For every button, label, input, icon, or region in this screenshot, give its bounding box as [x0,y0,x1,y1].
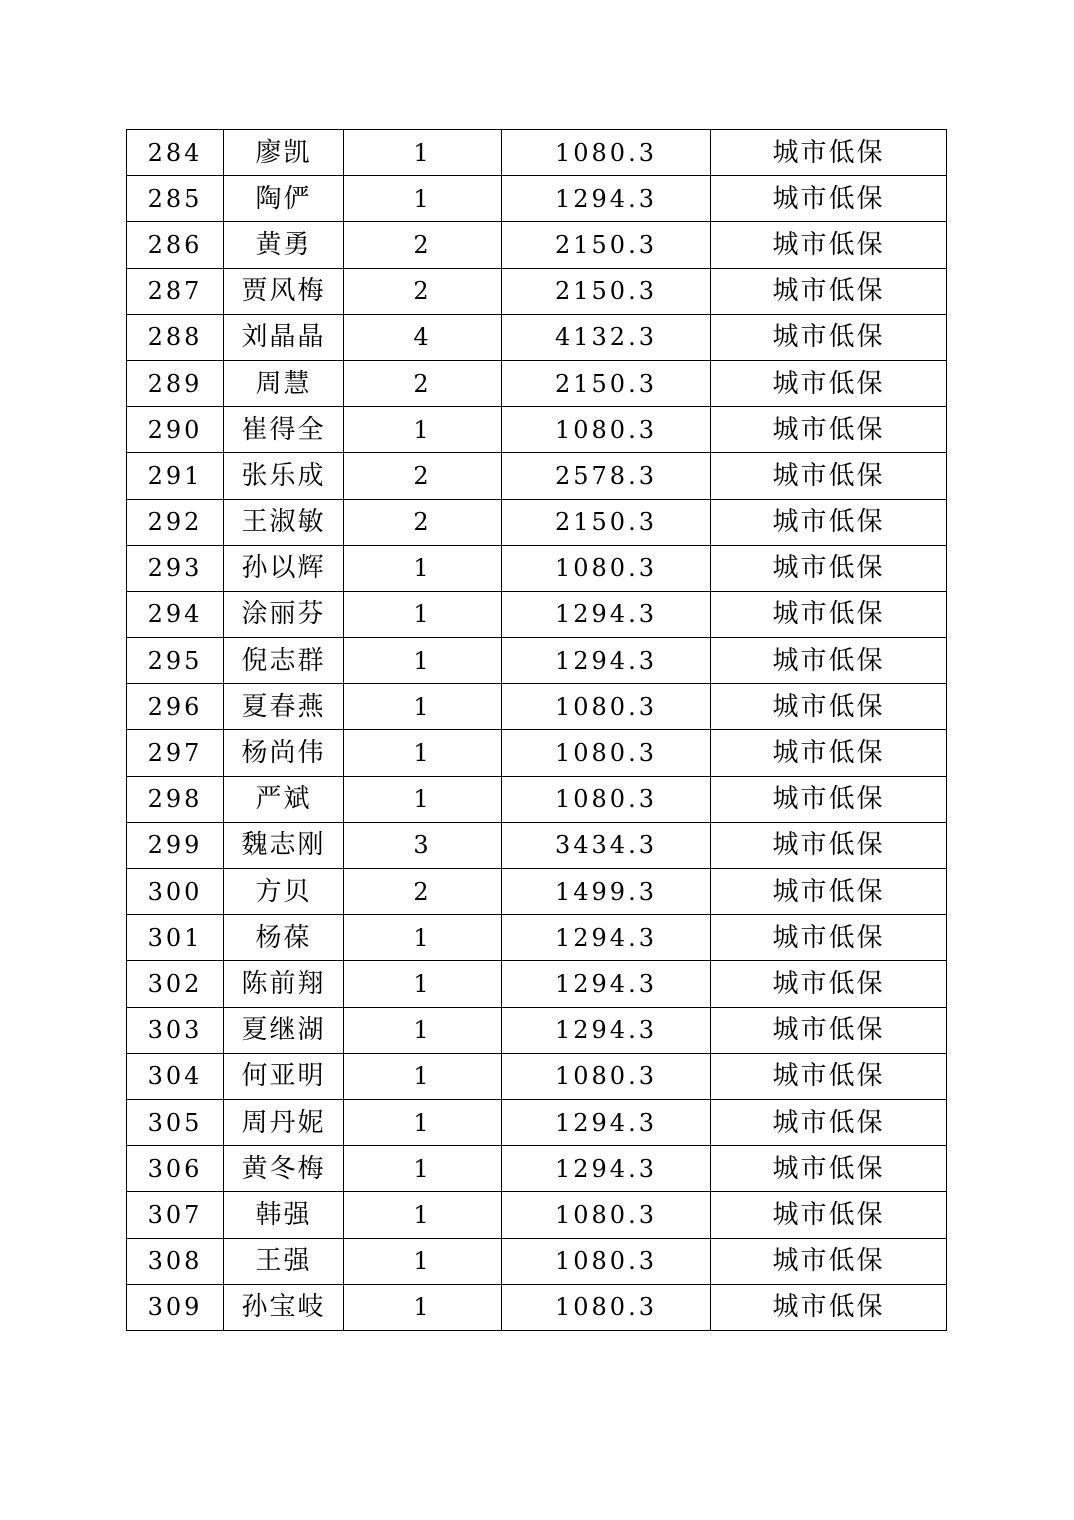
row-number-cell: 309 [127,1284,224,1330]
table-row [127,407,947,453]
name-cell: 夏继湖 [224,1007,344,1053]
amount-cell: 1294.3 [502,1099,711,1145]
amount-cell: 2150.3 [502,499,711,545]
assistance-type-cell: 城市低保 [711,730,947,776]
assistance-type-cell: 城市低保 [711,453,947,499]
household-size-cell: 1 [344,915,502,961]
name-cell: 严斌 [224,776,344,822]
row-number-cell: 287 [127,268,224,314]
row-number-cell: 303 [127,1007,224,1053]
name-cell: 魏志刚 [224,822,344,868]
household-size-cell: 1 [344,684,502,730]
household-size-cell: 2 [344,869,502,915]
table-row [127,222,947,268]
assistance-type-cell: 城市低保 [711,1284,947,1330]
household-size-cell: 1 [344,638,502,684]
household-size-cell: 2 [344,499,502,545]
household-size-cell: 2 [344,453,502,499]
amount-cell: 1080.3 [502,545,711,591]
amount-cell: 1294.3 [502,176,711,222]
row-number-cell: 295 [127,638,224,684]
record-table [126,129,947,1331]
name-cell: 陈前翔 [224,961,344,1007]
table-row [127,1238,947,1284]
amount-cell: 2150.3 [502,268,711,314]
amount-cell: 1080.3 [502,1192,711,1238]
table-row [127,1053,947,1099]
assistance-type-cell: 城市低保 [711,1146,947,1192]
name-cell: 何亚明 [224,1053,344,1099]
assistance-type-cell: 城市低保 [711,1238,947,1284]
table-row [127,499,947,545]
row-number-cell: 291 [127,453,224,499]
household-size-cell: 4 [344,314,502,360]
assistance-type-cell: 城市低保 [711,222,947,268]
row-number-cell: 301 [127,915,224,961]
table-row [127,314,947,360]
assistance-type-cell: 城市低保 [711,915,947,961]
row-number-cell: 296 [127,684,224,730]
row-number-cell: 294 [127,591,224,637]
amount-cell: 1294.3 [502,1146,711,1192]
household-size-cell: 2 [344,222,502,268]
assistance-type-cell: 城市低保 [711,1099,947,1145]
table-row [127,1192,947,1238]
household-size-cell: 1 [344,176,502,222]
row-number-cell: 290 [127,407,224,453]
row-number-cell: 300 [127,869,224,915]
name-cell: 黄勇 [224,222,344,268]
row-number-cell: 306 [127,1146,224,1192]
amount-cell: 1499.3 [502,869,711,915]
household-size-cell: 1 [344,1238,502,1284]
name-cell: 张乐成 [224,453,344,499]
table-row [127,915,947,961]
name-cell: 崔得全 [224,407,344,453]
record-table-body [127,130,947,1331]
household-size-cell: 1 [344,407,502,453]
amount-cell: 1294.3 [502,915,711,961]
amount-cell: 1294.3 [502,638,711,684]
table-row [127,130,947,176]
assistance-type-cell: 城市低保 [711,545,947,591]
amount-cell: 2578.3 [502,453,711,499]
name-cell: 孙宝岐 [224,1284,344,1330]
table-row [127,1146,947,1192]
table-row [127,776,947,822]
household-size-cell: 1 [344,1192,502,1238]
name-cell: 孙以辉 [224,545,344,591]
name-cell: 杨葆 [224,915,344,961]
name-cell: 杨尚伟 [224,730,344,776]
table-row [127,176,947,222]
row-number-cell: 304 [127,1053,224,1099]
name-cell: 陶俨 [224,176,344,222]
name-cell: 黄冬梅 [224,1146,344,1192]
amount-cell: 1080.3 [502,1238,711,1284]
name-cell: 夏春燕 [224,684,344,730]
name-cell: 刘晶晶 [224,314,344,360]
table-row [127,453,947,499]
table-row [127,730,947,776]
name-cell: 周丹妮 [224,1099,344,1145]
household-size-cell: 1 [344,730,502,776]
amount-cell: 1080.3 [502,730,711,776]
table-row [127,638,947,684]
name-cell: 倪志群 [224,638,344,684]
name-cell: 方贝 [224,869,344,915]
household-size-cell: 2 [344,360,502,406]
household-size-cell: 1 [344,130,502,176]
amount-cell: 1080.3 [502,130,711,176]
name-cell: 王淑敏 [224,499,344,545]
amount-cell: 2150.3 [502,222,711,268]
amount-cell: 1080.3 [502,1053,711,1099]
household-size-cell: 1 [344,776,502,822]
assistance-type-cell: 城市低保 [711,1192,947,1238]
row-number-cell: 302 [127,961,224,1007]
name-cell: 贾风梅 [224,268,344,314]
assistance-type-cell: 城市低保 [711,1053,947,1099]
household-size-cell: 1 [344,961,502,1007]
household-size-cell: 1 [344,1053,502,1099]
table-row [127,1007,947,1053]
household-size-cell: 1 [344,1007,502,1053]
name-cell: 涂丽芬 [224,591,344,637]
assistance-type-cell: 城市低保 [711,822,947,868]
table-row [127,822,947,868]
table-row [127,360,947,406]
table-row [127,684,947,730]
row-number-cell: 285 [127,176,224,222]
row-number-cell: 289 [127,360,224,406]
amount-cell: 1080.3 [502,776,711,822]
amount-cell: 4132.3 [502,314,711,360]
row-number-cell: 298 [127,776,224,822]
table-row [127,268,947,314]
table-row [127,869,947,915]
amount-cell: 1294.3 [502,591,711,637]
assistance-type-cell: 城市低保 [711,638,947,684]
assistance-type-cell: 城市低保 [711,130,947,176]
amount-cell: 3434.3 [502,822,711,868]
assistance-type-cell: 城市低保 [711,314,947,360]
amount-cell: 2150.3 [502,360,711,406]
name-cell: 韩强 [224,1192,344,1238]
amount-cell: 1080.3 [502,1284,711,1330]
amount-cell: 1080.3 [502,407,711,453]
name-cell: 王强 [224,1238,344,1284]
household-size-cell: 1 [344,545,502,591]
name-cell: 周慧 [224,360,344,406]
row-number-cell: 299 [127,822,224,868]
assistance-type-cell: 城市低保 [711,360,947,406]
row-number-cell: 293 [127,545,224,591]
table-row [127,1284,947,1330]
amount-cell: 1294.3 [502,961,711,1007]
row-number-cell: 288 [127,314,224,360]
assistance-type-cell: 城市低保 [711,499,947,545]
assistance-type-cell: 城市低保 [711,268,947,314]
assistance-type-cell: 城市低保 [711,776,947,822]
assistance-type-cell: 城市低保 [711,961,947,1007]
table-row [127,545,947,591]
assistance-type-cell: 城市低保 [711,869,947,915]
household-size-cell: 1 [344,1284,502,1330]
assistance-type-cell: 城市低保 [711,407,947,453]
household-size-cell: 3 [344,822,502,868]
amount-cell: 1080.3 [502,684,711,730]
household-size-cell: 1 [344,1146,502,1192]
row-number-cell: 308 [127,1238,224,1284]
row-number-cell: 305 [127,1099,224,1145]
amount-cell: 1294.3 [502,1007,711,1053]
table-row [127,961,947,1007]
assistance-type-cell: 城市低保 [711,684,947,730]
row-number-cell: 292 [127,499,224,545]
table-row [127,1099,947,1145]
row-number-cell: 307 [127,1192,224,1238]
assistance-type-cell: 城市低保 [711,591,947,637]
table-row [127,591,947,637]
row-number-cell: 297 [127,730,224,776]
row-number-cell: 286 [127,222,224,268]
household-size-cell: 1 [344,1099,502,1145]
assistance-type-cell: 城市低保 [711,1007,947,1053]
row-number-cell: 284 [127,130,224,176]
household-size-cell: 2 [344,268,502,314]
name-cell: 廖凯 [224,130,344,176]
assistance-type-cell: 城市低保 [711,176,947,222]
household-size-cell: 1 [344,591,502,637]
